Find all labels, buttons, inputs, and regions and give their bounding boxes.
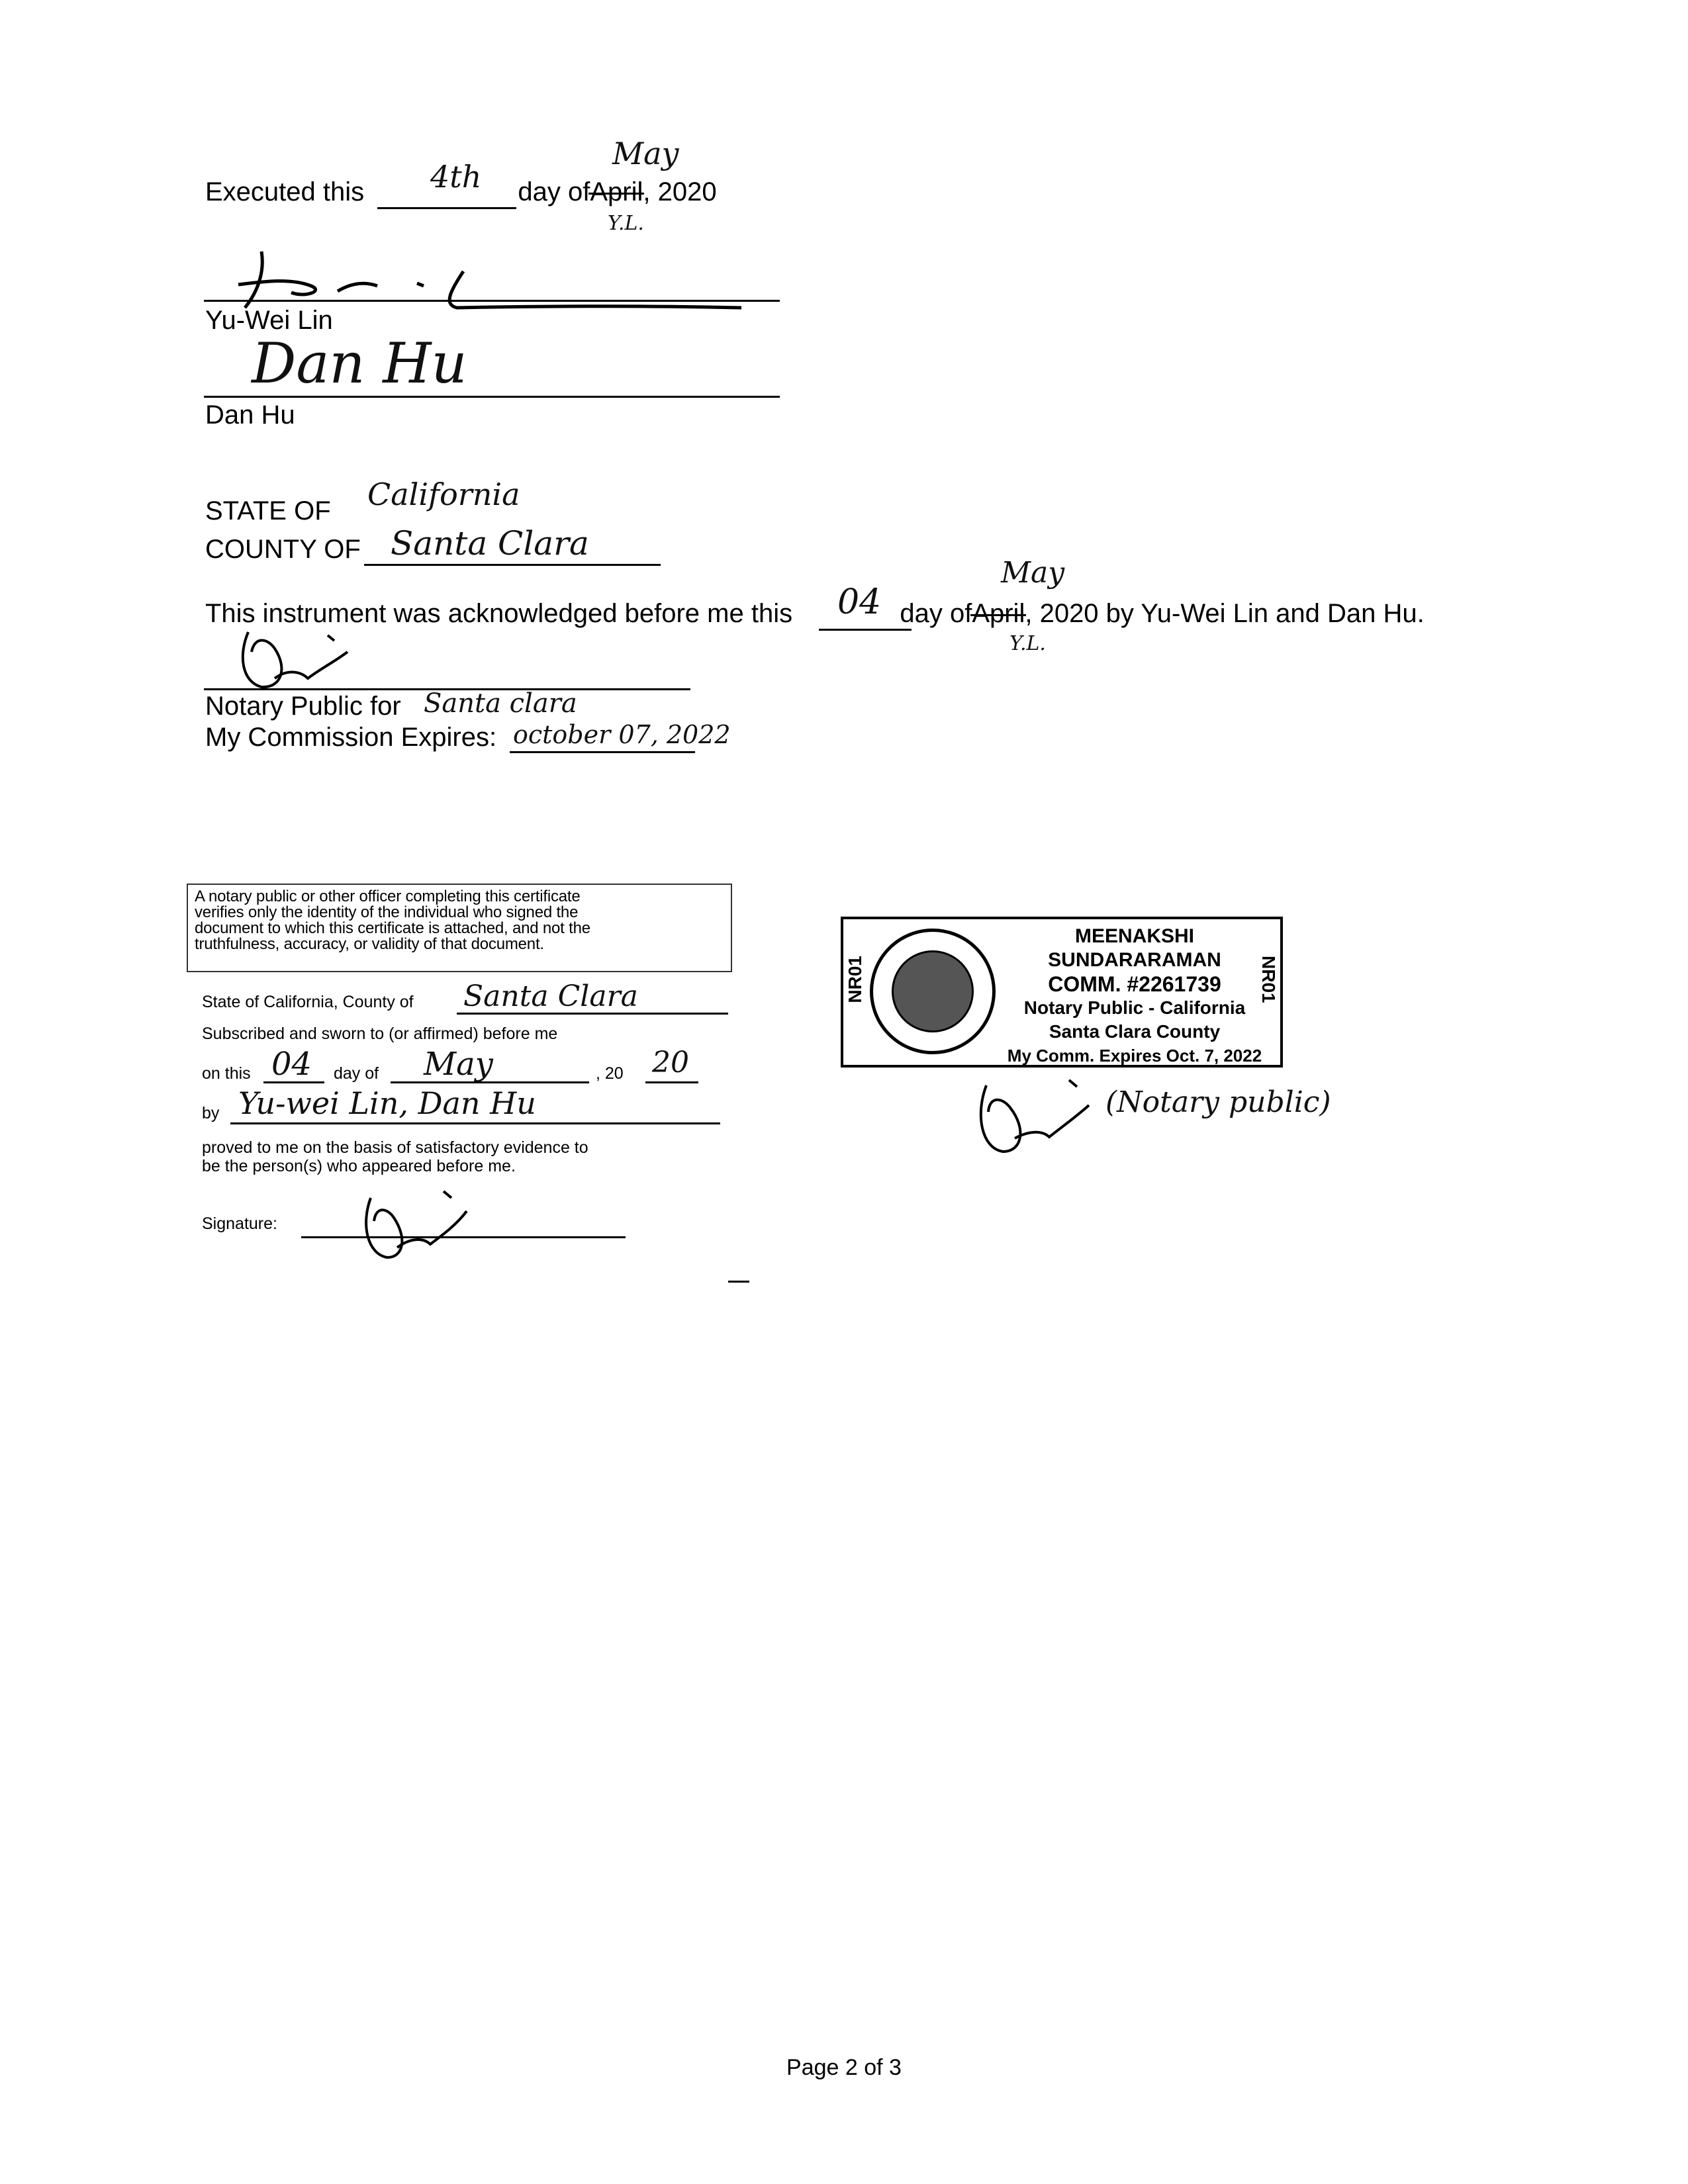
stamp-county: Santa Clara County (1049, 1021, 1221, 1042)
notice-line: A notary public or other officer completing this certificate (195, 887, 581, 905)
seal-center (892, 950, 974, 1032)
stamp-commission-number: COMM. #2261739 (1048, 972, 1221, 996)
notary-stamp (841, 917, 1283, 1068)
ack-month-inserted: May (1001, 556, 1065, 590)
dan-hu-name: Dan Hu (205, 400, 295, 430)
notary-signature-1 (235, 622, 367, 692)
stamp-notary-signature (970, 1072, 1102, 1158)
executed-initials: Y.L. (608, 212, 644, 235)
notice-line: document to which this certificate is attached, and not the (195, 919, 590, 937)
cert-year-value: 20 (652, 1046, 689, 1079)
cert-by-label: by (202, 1104, 220, 1122)
cert-day-value: 04 (271, 1046, 312, 1083)
commission-expires-underline (510, 751, 695, 753)
cert-county-label: State of California, County of (202, 993, 414, 1011)
cert-month-underline (391, 1081, 589, 1083)
executed-month-inserted: May (612, 136, 679, 171)
cert-by-underline (230, 1122, 720, 1124)
yu-wei-lin-name: Yu-Wei Lin (205, 306, 333, 335)
stamp-text (1002, 925, 1267, 1068)
county-label: COUNTY OF (205, 535, 361, 564)
executed-suffix: , 2020 (643, 177, 717, 206)
dan-hu-signature-line (204, 396, 780, 398)
commission-expires-value: october 07, 2022 (513, 720, 731, 749)
stamp-side-code-right: NR01 (1258, 956, 1279, 1003)
stamp-annotation: (Notary public) (1105, 1085, 1331, 1119)
cert-day-of-label: day of (334, 1064, 379, 1083)
dan-hu-signature: Dan Hu (252, 331, 467, 396)
cert-signature-label: Signature: (202, 1214, 277, 1233)
executed-month-struck: April (590, 177, 643, 206)
executed-middle: day of (518, 177, 590, 206)
cert-signature-underline (301, 1236, 626, 1238)
cert-county-underline (457, 1013, 728, 1015)
county-underline (364, 564, 661, 566)
yu-wei-lin-signature-line (204, 300, 780, 302)
executed-day-underline (377, 207, 516, 209)
ack-month-struck: April (972, 599, 1025, 628)
notary-seal-icon (870, 929, 996, 1054)
notary-public-for-label: Notary Public for (205, 692, 401, 721)
commission-expires-label: My Commission Expires: (205, 723, 497, 752)
ack-initials: Y.L. (1009, 632, 1046, 655)
cert-sworn-line: Subscribed and sworn to (or affirmed) before me (202, 1024, 558, 1043)
cert-day-underline (263, 1081, 324, 1083)
state-label: STATE OF (205, 496, 331, 525)
ack-day-underline (819, 629, 912, 631)
cert-on-this-label: on this (202, 1064, 251, 1083)
stamp-expiration: My Comm. Expires Oct. 7, 2022 (1007, 1046, 1262, 1066)
cert-by-value: Yu-wei Lin, Dan Hu (238, 1085, 536, 1121)
county-value: Santa Clara (391, 524, 589, 563)
cert-year-prefix: , 20 (596, 1064, 624, 1083)
ack-middle: day of (900, 599, 972, 628)
cert-county-value: Santa Clara (463, 979, 638, 1013)
ack-day-handwritten: 04 (837, 582, 882, 622)
stamp-notary-name: MEENAKSHI SUNDARARAMAN (1048, 925, 1221, 971)
stray-mark (728, 1281, 749, 1283)
cert-year-underline (645, 1081, 698, 1083)
cert-notary-signature (357, 1185, 477, 1264)
stamp-side-code-left: NR01 (845, 956, 865, 1003)
cert-proved-line-1: proved to me on the basis of satisfactory evidence to (202, 1138, 588, 1157)
notice-line: truthfulness, accuracy, or validity of that document. (195, 935, 544, 953)
cert-month-value: May (424, 1046, 493, 1083)
stamp-title: Notary Public - California (1023, 997, 1246, 1018)
ack-prefix: This instrument was acknowledged before me this (205, 599, 793, 628)
executed-prefix: Executed this (205, 177, 365, 206)
cert-proved-line-2: be the person(s) who appeared before me. (202, 1157, 516, 1175)
ack-suffix: , 2020 by Yu-Wei Lin and Dan Hu. (1025, 599, 1425, 628)
certificate-notice-box (187, 884, 732, 972)
page-number: Page 2 of 3 (786, 2055, 902, 2080)
notary-public-for-value: Santa clara (424, 688, 577, 719)
state-value: California (367, 477, 520, 512)
notice-line: verifies only the identity of the individual who signed the (195, 903, 579, 921)
executed-day-handwritten: 4th (430, 159, 482, 195)
acknowledgment-line (205, 599, 1425, 628)
certificate-notice (195, 889, 590, 952)
